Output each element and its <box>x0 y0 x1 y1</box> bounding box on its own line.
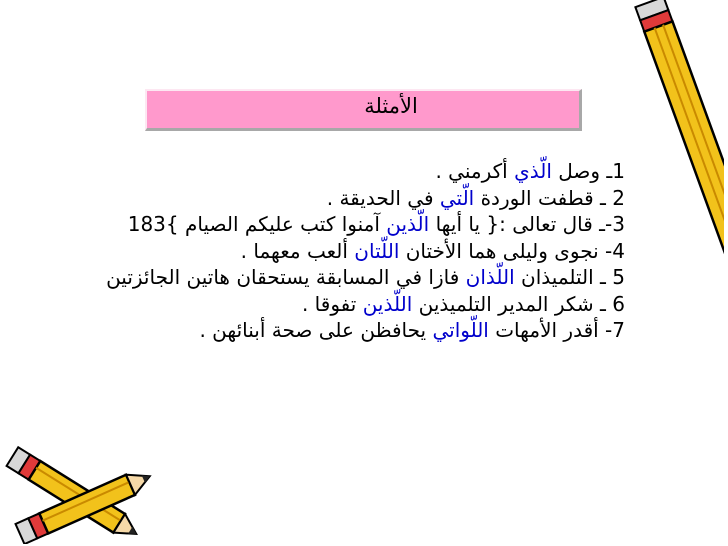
relative-pronoun: الّتي <box>439 185 475 210</box>
example-text: 5 ـ التلميذان <box>514 265 625 289</box>
example-text: أكرمني . <box>435 159 515 183</box>
example-text: 7- أقدر الأمهات <box>488 318 625 342</box>
heading-title: الأمثلة <box>364 94 418 118</box>
example-text: يحافظن على صحة أبنائهن . <box>199 318 433 342</box>
example-text: فازا في المسابقة يستحقان هاتين الجائزتين <box>106 265 466 289</box>
relative-pronoun: اللّذين <box>362 291 413 316</box>
example-line-3 <box>0 211 625 238</box>
pencil-icon <box>598 0 724 316</box>
example-line-6 <box>0 291 625 318</box>
relative-pronoun: اللّتان <box>354 238 400 263</box>
relative-pronoun: اللّواتي <box>432 318 489 342</box>
example-line-1 <box>0 158 625 185</box>
example-text: 1ـ وصل <box>551 159 625 183</box>
example-line-7 <box>0 317 625 344</box>
examples-list <box>0 158 625 344</box>
example-text: 2 ـ قطفت الوردة <box>474 185 625 210</box>
heading-box <box>145 89 582 131</box>
relative-pronoun: الّذي <box>514 159 552 183</box>
example-text: ألعب معهما . <box>240 238 355 263</box>
relative-pronoun: الّذين <box>386 212 430 236</box>
example-text: 4- نجوى وليلى هما الأختان <box>399 238 625 263</box>
example-line-5 <box>0 264 625 291</box>
example-text: تفوقا . <box>301 291 363 316</box>
relative-pronoun: اللّذان <box>465 265 515 289</box>
example-text: آمنوا كتب عليكم الصيام }183 <box>127 212 387 236</box>
example-text: في الحديقة . <box>326 185 440 210</box>
example-line-4 <box>0 238 625 265</box>
example-text: 3-ـ قال تعالى :{ يا أيها <box>429 212 625 236</box>
example-text: 6 ـ شكر المدير التلميذين <box>412 291 625 316</box>
pencil-icon <box>6 444 156 544</box>
example-line-2 <box>0 185 625 212</box>
